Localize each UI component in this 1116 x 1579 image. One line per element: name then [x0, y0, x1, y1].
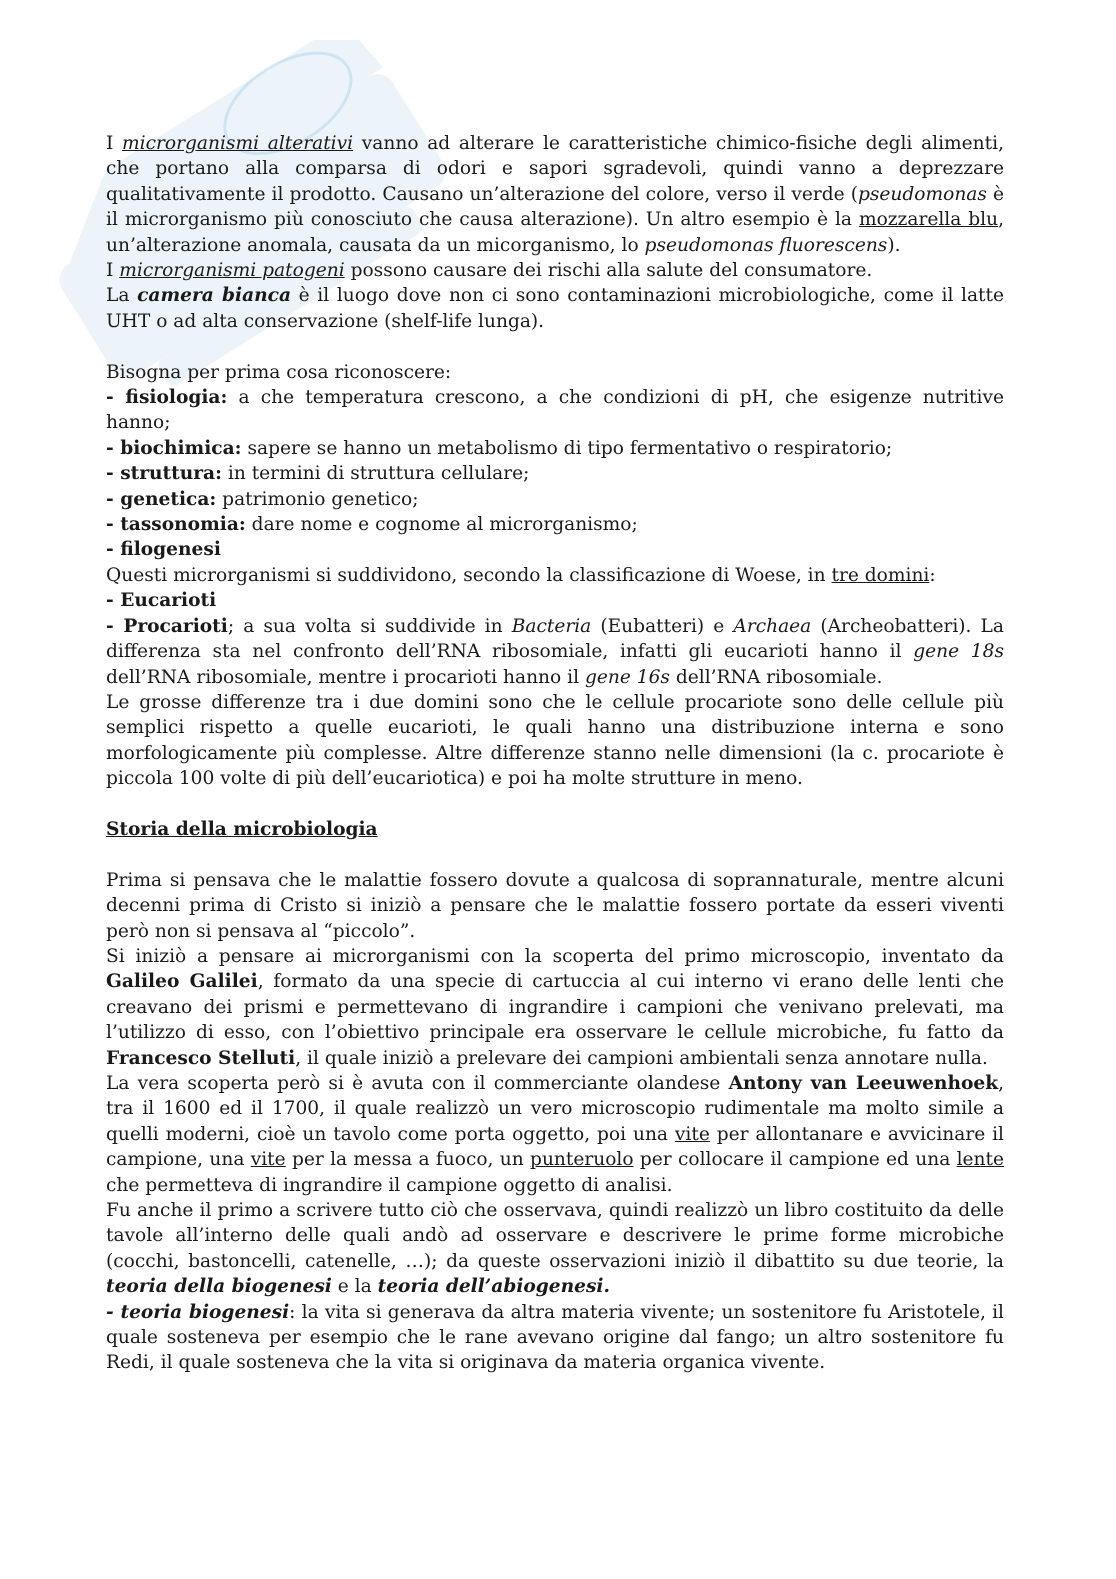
paragraph-differences: Le grosse differenze tra i due domini sono che le cellule procariote sono delle cellule più semplici rispetto a quelle eucarioti, le quali hanno una distribuzione interna e sono morfologicamente più complesse. Altre differenze stanno nelle dimensioni (la c. procariote è piccola 100 volte di più dell’eucariotica) e poi ha molte strutture in meno. — [106, 691, 1004, 790]
list-item: - struttura: in termini di struttura cellulare; — [106, 463, 530, 485]
history-paragraph-5: - teoria biogenesi: la vita si generava da altra materia vivente; un sostenitore fu Aristotele, il quale sosteneva per esempio che le rane avevano origine dal fango; un altro sostenitore fu Redi, il quale sosteneva che la vita si originava da materia organica vivente. — [106, 1301, 1004, 1374]
list-item: - tassonomia: dare nome e cognome al microrganismo; — [106, 514, 638, 536]
history-paragraph-3: La vera scoperta però si è avuta con il commerciante olandese Antony van Leeuwenhoek, tra il 1600 ed il 1700, il quale realizzò un vero microscopio rudimentale ma molto simile a quelli moderni, cioè un tavolo come porta oggetto, poi una vite per allontanare e avvicinare il campione, una vite per la messa a fuoco, un punteruolo per collocare il campione ed una lente che permetteva di ingrandire il campione oggetto di analisi. — [106, 1072, 1004, 1196]
domain-eucarioti: - Eucarioti — [106, 590, 217, 612]
history-paragraph-1: Prima si pensava che le malattie fossero dovute a qualcosa di soprannaturale, mentre alcuni decenni prima di Cristo si iniziò a pensare che le malattie fossero portate da esseri viventi però non si pensava al “piccolo”. — [106, 869, 1004, 942]
paragraph-camera-bianca: La camera bianca è il luogo dove non ci sono contaminazioni microbiologiche, come il latte UHT o ad alta conservazione (shelf-life lunga). — [106, 285, 1005, 332]
list-item: - fisiologia: a che temperatura crescono, a che condizioni di pH, che esigenze nutritive hanno; — [106, 387, 1004, 434]
list-item: - biochimica: sapere se hanno un metabolismo di tipo fermentativo o respiratorio; — [106, 437, 893, 459]
document-page — [106, 131, 1004, 1376]
domain-procarioti: - Procarioti; a sua volta si suddivide in Bacteria (Eubatteri) e Archaea (Archeobatteri). La differenza sta nel confronto dell’RNA ribosomiale, infatti gli eucarioti hanno il gene 18s dell’RNA ribosomiale, mentre i procarioti hanno il gene 16s dell’RNA ribosomiale. — [106, 615, 1004, 688]
domains-line: Questi microrganismi si suddividono, secondo la classificazione di Woese, in tre domini: — [106, 564, 936, 586]
list-item: - filogenesi — [106, 539, 221, 561]
section-heading: Storia della microbiologia — [106, 818, 378, 840]
history-paragraph-2: Si iniziò a pensare ai microrganismi con la scoperta del primo microscopio, inventato da Galileo Galilei, formato da una specie di cartuccia al cui interno vi erano delle lenti che creavano dei prismi e permettevano di ingrandire i campioni che venivano prelevati, ma l’utilizzo di esso, con l’obiettivo principale era osservare le cellule microbiche, fu fatto da Francesco Stelluti, il quale iniziò a prelevare dei campioni ambientali senza annotare nulla. — [106, 945, 1004, 1069]
paragraph-patogeni: I microrganismi patogeni possono causare dei rischi alla salute del consumatore. — [106, 260, 873, 282]
list-item: - genetica: patrimonio genetico; — [106, 488, 419, 510]
recognize-lead: Bisogna per prima cosa riconoscere: — [106, 361, 452, 383]
paragraph-alterativi: I microrganismi alterativi vanno ad alterare le caratteristiche chimico-fisiche degli alimenti, che portano alla comparsa di odori e sapori sgradevoli, quindi vanno a deprezzare qualitativamente il prodotto. Causano un’alterazione del colore, verso il verde (pseudomonas è il microrganismo più conosciuto che causa alterazione). Un altro esempio è la mozzarella blu, un’alterazione anomala, causata da un micorganismo, lo pseudomonas fluorescens). — [106, 133, 1004, 256]
history-paragraph-4: Fu anche il primo a scrivere tutto ciò che osservava, quindi realizzò un libro costituito da delle tavole all’interno delle quali andò ad osservare e descrivere le prime forme microbiche (cocchi, bastoncelli, catenelle, …); da queste osservazioni iniziò il dibattito su due teorie, la teoria della biogenesi e la teoria dell’abiogenesi. — [106, 1200, 1004, 1298]
